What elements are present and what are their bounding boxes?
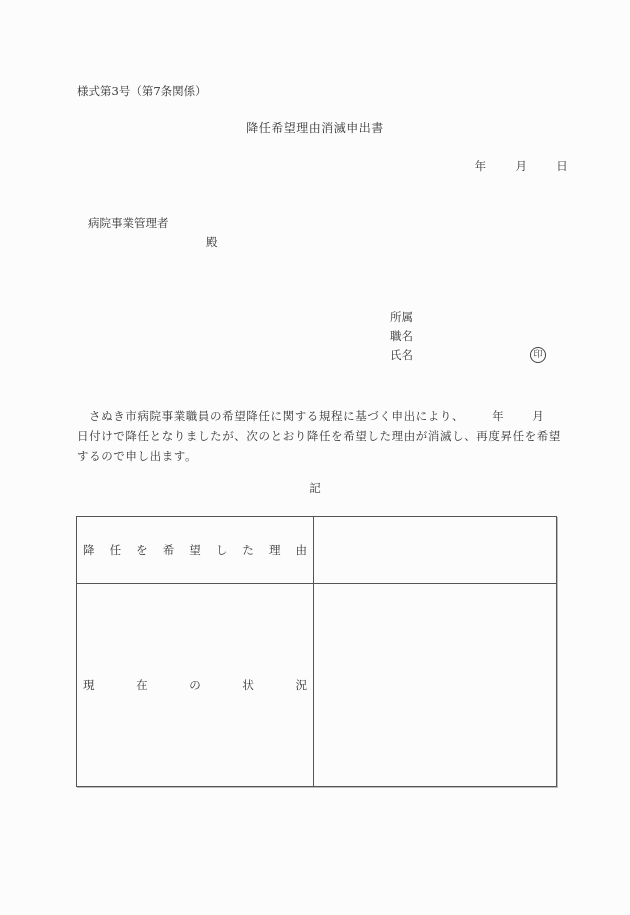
- body-year-label: 年: [492, 409, 505, 423]
- affiliation-label: 所属: [390, 310, 413, 324]
- ki-heading: 記: [309, 481, 321, 495]
- form-table: [76, 516, 557, 787]
- table-row-reason: [77, 517, 557, 584]
- label-char: 理: [268, 543, 281, 557]
- body-line-2: 日付けで降任となりましたが、次のとおり降任を希望した理由が消滅し、再度昇任を希望: [77, 429, 561, 443]
- table-row-current-status: [77, 584, 557, 787]
- reason-label: [83, 542, 307, 558]
- date-month-label: 月: [515, 159, 527, 173]
- label-char: 在: [136, 678, 148, 692]
- label-char: 望: [189, 543, 201, 557]
- status-value-cell[interactable]: [314, 584, 557, 787]
- label-char: 況: [295, 678, 307, 692]
- honorific: 殿: [206, 235, 218, 249]
- label-char: 任: [109, 543, 122, 557]
- seal-icon: 印: [530, 347, 546, 363]
- position-label: 職名: [390, 329, 413, 343]
- reason-label-cell: [77, 517, 314, 584]
- recipient: 病院事業管理者: [88, 216, 169, 230]
- label-char: 現: [83, 678, 95, 692]
- document-title: 降任希望理由消滅申出書: [246, 121, 384, 135]
- name-label: 氏名: [390, 348, 413, 362]
- label-char: 状: [242, 678, 254, 692]
- label-char: た: [242, 543, 254, 557]
- body-paragraph: [77, 406, 561, 466]
- label-char: 降: [83, 543, 95, 557]
- label-char: 希: [162, 543, 175, 557]
- form-number: 様式第3号（第7条関係）: [77, 84, 207, 98]
- date-day-label: 日: [556, 159, 568, 173]
- status-label: [83, 677, 307, 693]
- reason-value-cell[interactable]: [314, 517, 557, 584]
- body-month-label: 月: [532, 409, 545, 423]
- date-year-label: 年: [474, 159, 487, 173]
- date-line: [449, 161, 568, 173]
- label-char: を: [136, 543, 148, 557]
- body-line-1-text: さぬき市病院事業職員の希望降任に関する規程に基づく申出により、: [89, 409, 465, 423]
- body-line-1: [77, 406, 557, 426]
- label-char: 由: [295, 543, 307, 557]
- label-char: の: [189, 678, 201, 692]
- body-line-3: するので申し出ます。: [77, 449, 198, 463]
- status-label-cell: [77, 584, 314, 787]
- label-char: し: [215, 543, 228, 557]
